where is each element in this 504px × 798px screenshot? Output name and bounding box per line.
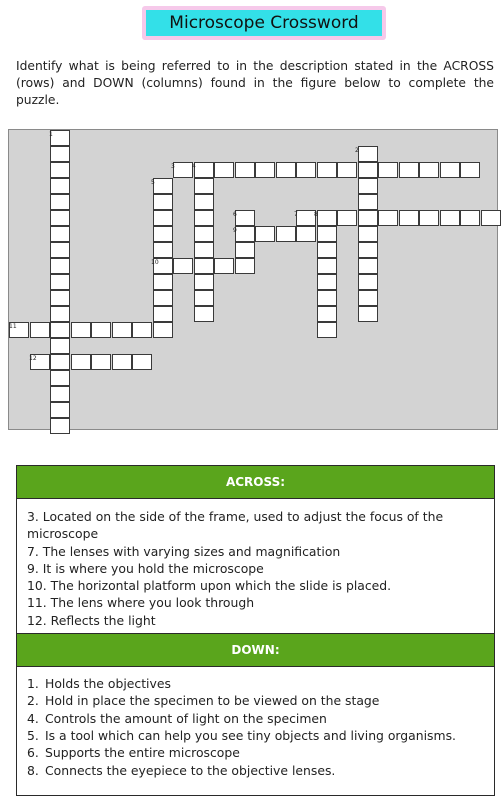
crossword-cell[interactable]: [235, 258, 255, 274]
across-clue: [27, 543, 486, 560]
crossword-cell[interactable]: [235, 226, 255, 242]
clue-text: 12. Reflects the light: [27, 612, 156, 628]
across-clue: [27, 612, 486, 629]
clue-num: 2.: [27, 693, 39, 709]
crossword-cell[interactable]: [317, 322, 337, 338]
clue-text: Hold in place the specimen to be viewed on the stage: [45, 693, 380, 709]
crossword-cell[interactable]: [358, 146, 378, 162]
crossword-cell[interactable]: [153, 194, 173, 210]
crossword-cell[interactable]: [194, 274, 214, 290]
crossword-cell[interactable]: [50, 258, 70, 274]
clue-number-3: 3: [171, 163, 175, 170]
crossword-cell[interactable]: [317, 290, 337, 306]
clue-number-10: 10: [151, 259, 159, 266]
crossword-cell[interactable]: [50, 338, 70, 354]
crossword-cell[interactable]: [50, 178, 70, 194]
crossword-cell[interactable]: [440, 162, 460, 178]
down-clue: [27, 710, 486, 727]
crossword-cell[interactable]: [481, 210, 501, 226]
crossword-cell[interactable]: [194, 306, 214, 322]
clue-num: 4.: [27, 710, 39, 726]
crossword-cell[interactable]: [112, 322, 132, 338]
crossword-cell[interactable]: [358, 274, 378, 290]
clue-text: Connects the eyepiece to the objective lenses.: [45, 762, 336, 778]
crossword-cell[interactable]: [173, 258, 193, 274]
crossword-cell[interactable]: [440, 210, 460, 226]
crossword-cell[interactable]: [50, 194, 70, 210]
clue-number-6: 6: [233, 211, 237, 218]
crossword-cell[interactable]: [50, 130, 70, 146]
down-clue: [27, 692, 486, 709]
crossword-cell[interactable]: [91, 354, 111, 370]
clue-text: Is a tool which can help you see tiny objects and living organisms.: [45, 727, 456, 743]
crossword-cell[interactable]: [71, 354, 91, 370]
crossword-cell[interactable]: [358, 178, 378, 194]
crossword-cell[interactable]: [214, 258, 234, 274]
crossword-cell[interactable]: [317, 162, 337, 178]
clue-text: 7. The lenses with varying sizes and magnification: [27, 543, 341, 559]
crossword-cell[interactable]: [419, 162, 439, 178]
crossword-cell[interactable]: [91, 322, 111, 338]
down-clue: [27, 744, 486, 761]
crossword-cell[interactable]: [276, 162, 296, 178]
clue-num: 5.: [27, 727, 39, 743]
clue-number-5: 5: [151, 179, 155, 186]
across-header: ACROSS:: [17, 466, 494, 499]
crossword-cell[interactable]: [358, 162, 378, 178]
crossword-cell[interactable]: [378, 210, 398, 226]
crossword-cell[interactable]: [460, 210, 480, 226]
crossword-cell[interactable]: [50, 354, 70, 370]
crossword-cell[interactable]: [317, 306, 337, 322]
crossword-cell[interactable]: [153, 290, 173, 306]
clue-number-1: 1: [49, 131, 53, 138]
crossword-cell[interactable]: [460, 162, 480, 178]
crossword-cell[interactable]: [399, 210, 419, 226]
clue-text: 3. Located on the side of the frame, used to adjust the focus of the microscope: [27, 509, 444, 542]
crossword-cell[interactable]: [50, 386, 70, 402]
crossword-cell[interactable]: [255, 162, 275, 178]
crossword-cell[interactable]: [71, 322, 91, 338]
crossword-cell[interactable]: [317, 226, 337, 242]
crossword-cell[interactable]: [153, 178, 173, 194]
clue-number-2: 2: [355, 147, 359, 154]
crossword-cell[interactable]: [317, 210, 337, 226]
down-clue: [27, 727, 486, 744]
crossword-cell[interactable]: [50, 290, 70, 306]
crossword-cell[interactable]: [50, 402, 70, 418]
clue-text: Holds the objectives: [45, 676, 171, 692]
crossword-cell[interactable]: [173, 162, 193, 178]
crossword-cell[interactable]: [50, 274, 70, 290]
crossword-cell[interactable]: [153, 274, 173, 290]
clue-number-4: 4: [192, 163, 196, 170]
crossword-cell[interactable]: [276, 226, 296, 242]
crossword-cell[interactable]: [194, 290, 214, 306]
crossword-cell[interactable]: [235, 242, 255, 258]
title-frame: [142, 6, 386, 40]
crossword-cell[interactable]: [358, 194, 378, 210]
crossword-cell[interactable]: [358, 258, 378, 274]
clue-num: 6.: [27, 745, 39, 761]
across-clue: [27, 508, 486, 543]
crossword-cell[interactable]: [194, 210, 214, 226]
crossword-cell[interactable]: [50, 146, 70, 162]
crossword-cell[interactable]: [296, 210, 316, 226]
clue-num: 8.: [27, 762, 39, 778]
crossword-cell[interactable]: [153, 322, 173, 338]
crossword-cell[interactable]: [194, 258, 214, 274]
instructions: Identify what is being referred to in the description stated in the ACROSS (rows) and DOWN (columns) found in the figure below to complete the puzzle.: [16, 59, 494, 107]
clue-num: 1.: [27, 676, 39, 692]
crossword-cell[interactable]: [419, 210, 439, 226]
crossword-cell[interactable]: [317, 242, 337, 258]
crossword-cell[interactable]: [235, 162, 255, 178]
clue-text: Supports the entire microscope: [45, 745, 240, 761]
crossword-cell[interactable]: [153, 306, 173, 322]
across-clue: [27, 560, 486, 577]
down-clue: [27, 762, 486, 779]
across-clue-list: [17, 499, 494, 633]
down-header: DOWN:: [17, 633, 494, 667]
crossword-cell[interactable]: [153, 242, 173, 258]
page-title: Microscope Crossword: [146, 10, 382, 36]
clue-number-12: 12: [29, 355, 37, 362]
clue-text: 11. The lens where you look through: [27, 595, 255, 611]
crossword-cell[interactable]: [255, 226, 275, 242]
crossword-cell[interactable]: [153, 210, 173, 226]
crossword-cell[interactable]: [112, 354, 132, 370]
crossword-grid: [8, 129, 498, 430]
crossword-cell[interactable]: [296, 226, 316, 242]
crossword-cell[interactable]: [317, 274, 337, 290]
crossword-cell[interactable]: [50, 370, 70, 386]
crossword-cell[interactable]: [235, 210, 255, 226]
crossword-cell[interactable]: [132, 354, 152, 370]
crossword-cell[interactable]: [194, 162, 214, 178]
across-clue: [27, 577, 486, 594]
down-clue-list: [17, 667, 494, 783]
crossword-cell[interactable]: [50, 322, 70, 338]
crossword-cell[interactable]: [50, 306, 70, 322]
clue-text: 9. It is where you hold the microscope: [27, 560, 264, 576]
crossword-cell[interactable]: [50, 418, 70, 434]
clue-number-8: 8: [314, 211, 318, 218]
crossword-cell[interactable]: [214, 162, 234, 178]
crossword-cell[interactable]: [50, 242, 70, 258]
crossword-cell[interactable]: [358, 306, 378, 322]
crossword-cell[interactable]: [378, 162, 398, 178]
crossword-cell[interactable]: [317, 258, 337, 274]
clues-box: [16, 465, 495, 796]
clue-text: Controls the amount of light on the specimen: [45, 710, 327, 726]
crossword-cell[interactable]: [194, 178, 214, 194]
down-clue: [27, 675, 486, 692]
clue-number-9: 9: [233, 227, 237, 234]
crossword-cell[interactable]: [358, 290, 378, 306]
crossword-cell[interactable]: [194, 226, 214, 242]
crossword-cell[interactable]: [399, 162, 419, 178]
crossword-cell[interactable]: [132, 322, 152, 338]
clue-number-11: 11: [9, 323, 17, 330]
crossword-cell[interactable]: [358, 210, 378, 226]
crossword-cell[interactable]: [30, 322, 50, 338]
crossword-cell[interactable]: [194, 242, 214, 258]
crossword-cell[interactable]: [296, 162, 316, 178]
across-clue: [27, 594, 486, 611]
crossword-cell[interactable]: [358, 226, 378, 242]
clue-text: 10. The horizontal platform upon which the slide is placed.: [27, 578, 392, 594]
crossword-cell[interactable]: [337, 210, 357, 226]
crossword-cell[interactable]: [50, 162, 70, 178]
crossword-cell[interactable]: [50, 210, 70, 226]
crossword-cell[interactable]: [194, 194, 214, 210]
crossword-cell[interactable]: [153, 226, 173, 242]
crossword-cell[interactable]: [337, 162, 357, 178]
crossword-cell[interactable]: [50, 226, 70, 242]
crossword-cell[interactable]: [358, 242, 378, 258]
clue-number-7: 7: [294, 211, 298, 218]
